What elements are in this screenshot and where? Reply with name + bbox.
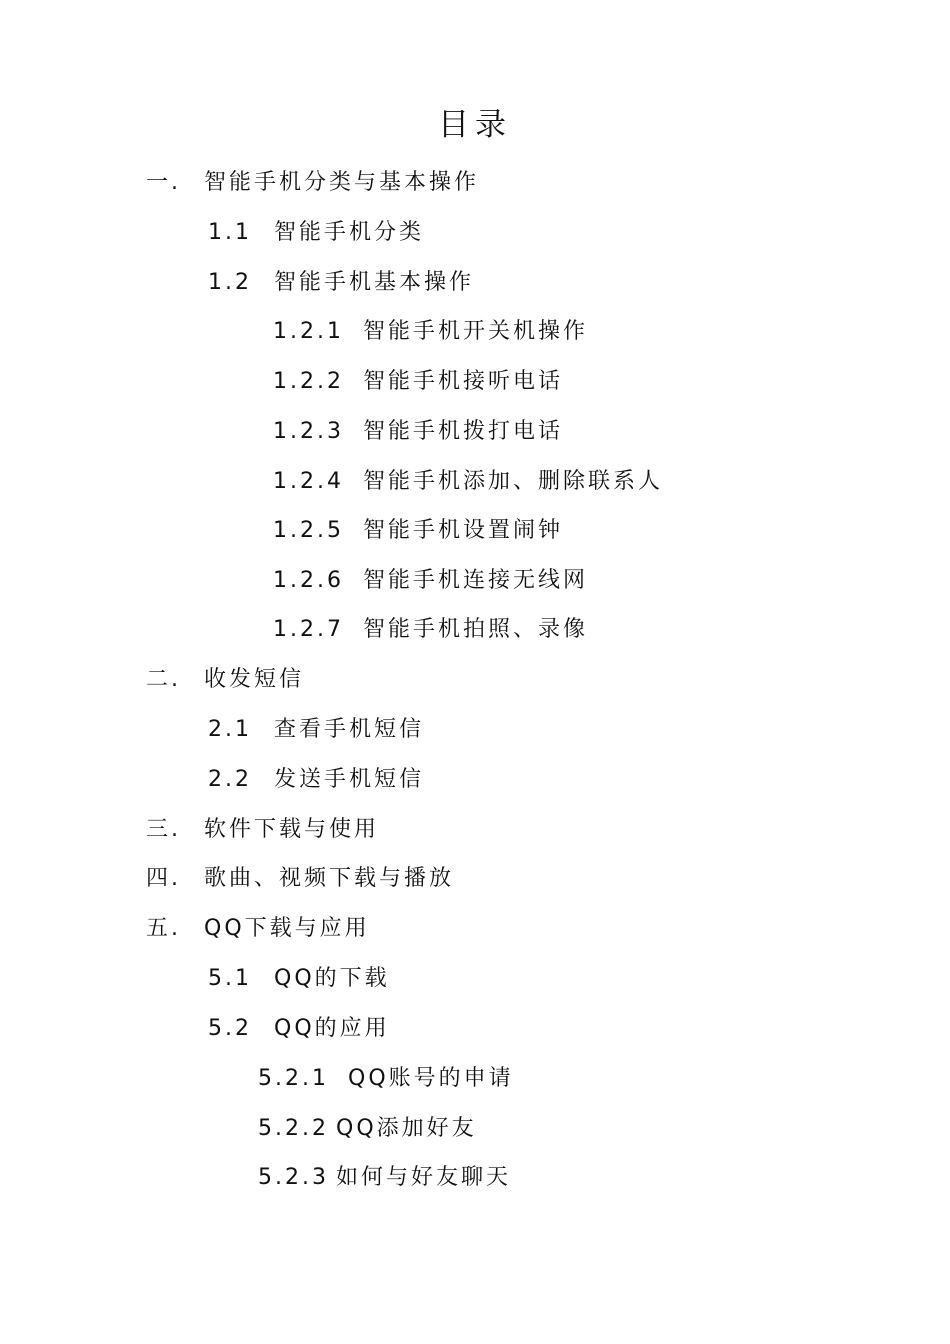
toc-entry-number: 1.2.6 (273, 568, 344, 593)
toc-entry-number: 1.1 (208, 220, 252, 245)
toc-entry (273, 415, 563, 449)
toc-entry-text: 智能手机连接无线网 (363, 568, 589, 593)
toc-entry-number: 2.1 (208, 717, 252, 742)
toc-entry (273, 315, 588, 349)
toc-entry-text: 智能手机拨打电话 (363, 419, 564, 444)
toc-entry-text: 发送手机短信 (274, 767, 425, 792)
toc-entry-text: QQ添加好友 (336, 1116, 477, 1141)
toc-entry (208, 266, 474, 300)
toc-entry-text: 歌曲、视频下载与播放 (204, 866, 455, 891)
toc-entry-text: 智能手机接听电话 (363, 369, 564, 394)
toc-entry (273, 564, 588, 598)
toc-entry (208, 962, 390, 996)
toc-entry (208, 216, 424, 250)
toc-entry (273, 365, 563, 399)
toc-entry-text: 收发短信 (204, 667, 305, 692)
toc-entry-number: 1.2.5 (273, 518, 344, 543)
toc-entry (146, 663, 304, 697)
toc-entry-number: 五. (146, 916, 181, 941)
toc-entry-text: 软件下载与使用 (204, 817, 380, 842)
toc-entry-text: 智能手机开关机操作 (363, 319, 589, 344)
toc-entry-text: QQ的下载 (274, 966, 390, 991)
toc-entry-text: 智能手机分类与基本操作 (204, 170, 480, 195)
toc-entry-number: 5.1 (208, 966, 252, 991)
toc-entry-text: 智能手机基本操作 (274, 270, 475, 295)
toc-entry-text: 智能手机分类 (274, 220, 425, 245)
toc-entry-number: 5.2.1 (258, 1066, 329, 1091)
toc-entry (258, 1161, 511, 1195)
toc-entry-number: 四. (146, 866, 181, 891)
toc-entry-number: 1.2.7 (273, 617, 344, 642)
toc-entry (146, 166, 479, 200)
toc-entry (208, 1012, 390, 1046)
toc-entry-number: 1.2.3 (273, 419, 344, 444)
toc-entry (146, 912, 370, 946)
toc-entry-text: 如何与好友聊天 (336, 1165, 512, 1190)
toc-entry (273, 514, 563, 548)
toc-entry (258, 1112, 477, 1146)
toc-entry-number: 1.2 (208, 270, 252, 295)
toc-entry-number: 1.2.4 (273, 469, 344, 494)
toc-entry-number: 三. (146, 817, 181, 842)
toc-entry-number: 5.2.3 (258, 1165, 329, 1190)
toc-entry (208, 713, 424, 747)
toc-entry-number: 5.2 (208, 1016, 252, 1041)
toc-entry-text: QQ下载与应用 (204, 916, 370, 941)
toc-title: 目录 (438, 107, 512, 143)
toc-entry-number: 一. (146, 170, 181, 195)
toc-entry (146, 862, 454, 896)
toc-entry-number: 5.2.2 (258, 1116, 329, 1141)
toc-entry (273, 613, 588, 647)
toc-entry-number: 2.2 (208, 767, 252, 792)
toc-entry-number: 二. (146, 667, 181, 692)
toc-entry (146, 813, 379, 847)
toc-entry-text: 智能手机设置闹钟 (363, 518, 564, 543)
toc-entry-text: 智能手机添加、删除联系人 (363, 469, 664, 494)
toc-entry-text: QQ的应用 (274, 1016, 390, 1041)
toc-entry-number: 1.2.2 (273, 369, 344, 394)
toc-entry-text: 智能手机拍照、录像 (363, 617, 589, 642)
toc-entry-text: QQ账号的申请 (348, 1066, 514, 1091)
toc-entry-number: 1.2.1 (273, 319, 344, 344)
toc-entry-text: 查看手机短信 (274, 717, 425, 742)
toc-entry (208, 763, 424, 797)
toc-entry (273, 465, 663, 499)
toc-entry (258, 1062, 514, 1096)
